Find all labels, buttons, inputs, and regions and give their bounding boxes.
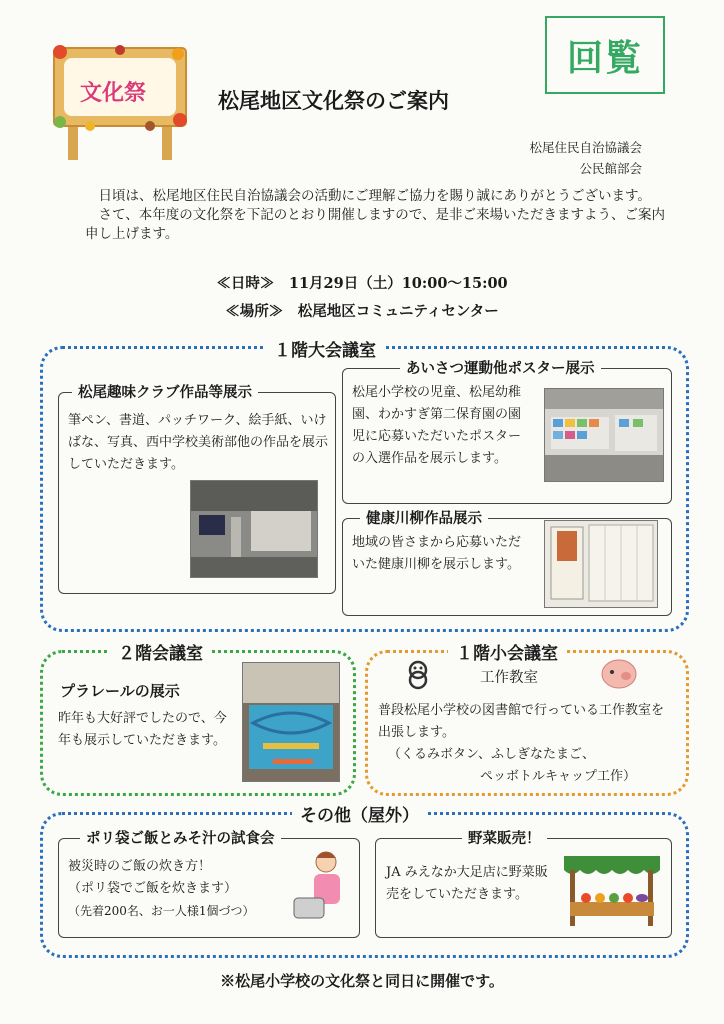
rice-tasting-line1: 被災時のご飯の炊き方！ (68, 859, 212, 874)
piggy-bank-icon (598, 654, 640, 692)
senryu-exhibit-photo (544, 520, 658, 608)
organizer (529, 137, 642, 179)
vegetable-sale-text: JA みえなか大足店に野菜販売をしていただきます。 (386, 865, 548, 902)
page-title: 松尾地区文化祭のご案内 (218, 88, 449, 113)
poster-exhibit-title: あいさつ運動他ポスター展示 (400, 357, 601, 378)
rice-tasting-line2: （ポリ袋でご飯を炊きます） (68, 881, 238, 896)
cooking-person-illustration (290, 848, 352, 924)
floor1-small-text: 普段松尾小学校の図書館で行っている工作教室を出張します。 (378, 703, 665, 740)
event-datetime: ≪日時≫ 11月29日（土）10:00～15:00 (216, 275, 508, 292)
senryu-exhibit-title: 健康川柳作品展示 (360, 507, 488, 528)
floor1-small-subtitle: 工作教室 (480, 670, 538, 686)
craft-icon (402, 658, 434, 690)
intro-paragraph-1: 日頃は、松尾地区住民自治協議会の活動にご理解ご協力を賜り誠にありがとうございます。 (98, 188, 651, 204)
kairan-stamp: 回覧 (545, 16, 665, 94)
organizer-line2: 公民館部会 (579, 161, 642, 176)
poster-exhibit-photo (544, 388, 664, 482)
vegetable-stall-illustration (562, 852, 662, 930)
plarail-photo (242, 662, 340, 782)
intro-text (85, 187, 665, 244)
floor1-small-note1: （くるみボタン、ふしぎなたまご、 (388, 747, 595, 762)
floor1-small-note2: ペッボトルキャップ工作） (480, 769, 637, 784)
other-title: その他（屋外） (292, 801, 427, 826)
vegetable-sale-title: 野菜販売！ (462, 827, 547, 848)
floor1-large-title: １階大会議室 (266, 336, 384, 361)
floor2-subtitle: プラレールの展示 (60, 682, 180, 700)
event-place: ≪場所≫ 松尾地区コミュニティセンター (225, 303, 499, 320)
club-exhibit-photo (190, 480, 318, 578)
club-exhibit-text: 筆ペン、書道、パッチワーク、絵手紙、いけばな、写真、西中学校美術部他の作品を展示していただきます。 (68, 413, 329, 472)
poster-exhibit-text: 松尾小学校の児童、松尾幼稚園、わかすぎ第二保育園の園児に応募いただいたポスターの入選作品を展示します。 (352, 385, 522, 466)
logo-text: 文化祭 (80, 81, 147, 106)
club-exhibit-title: 松尾趣味クラブ作品等展示 (72, 381, 258, 402)
rice-tasting-line3: （先着200名、お一人様1個づつ） (68, 904, 255, 918)
floor2-title: ２階会議室 (110, 639, 211, 664)
organizer-line1: 松尾住民自治協議会 (529, 140, 642, 155)
rice-tasting-title: ポリ袋ご飯とみそ汁の試食会 (80, 827, 281, 848)
intro-paragraph-2: さて、本年度の文化祭を下記のとおり開催しますので、是非ご来場いただきますよう、ご案内申し上げます。 (85, 207, 665, 242)
senryu-exhibit-text: 地域の皆さまから応募いただいた健康川柳を展示します。 (352, 535, 522, 572)
floor2-text: 昨年も大好評でしたので、今年も展示していただきます。 (58, 711, 227, 748)
floor1-small-title: １階小会議室 (448, 639, 566, 664)
footer-note: ※松尾小学校の文化祭と同日に開催です。 (220, 972, 504, 990)
bunkasai-logo (50, 42, 190, 162)
